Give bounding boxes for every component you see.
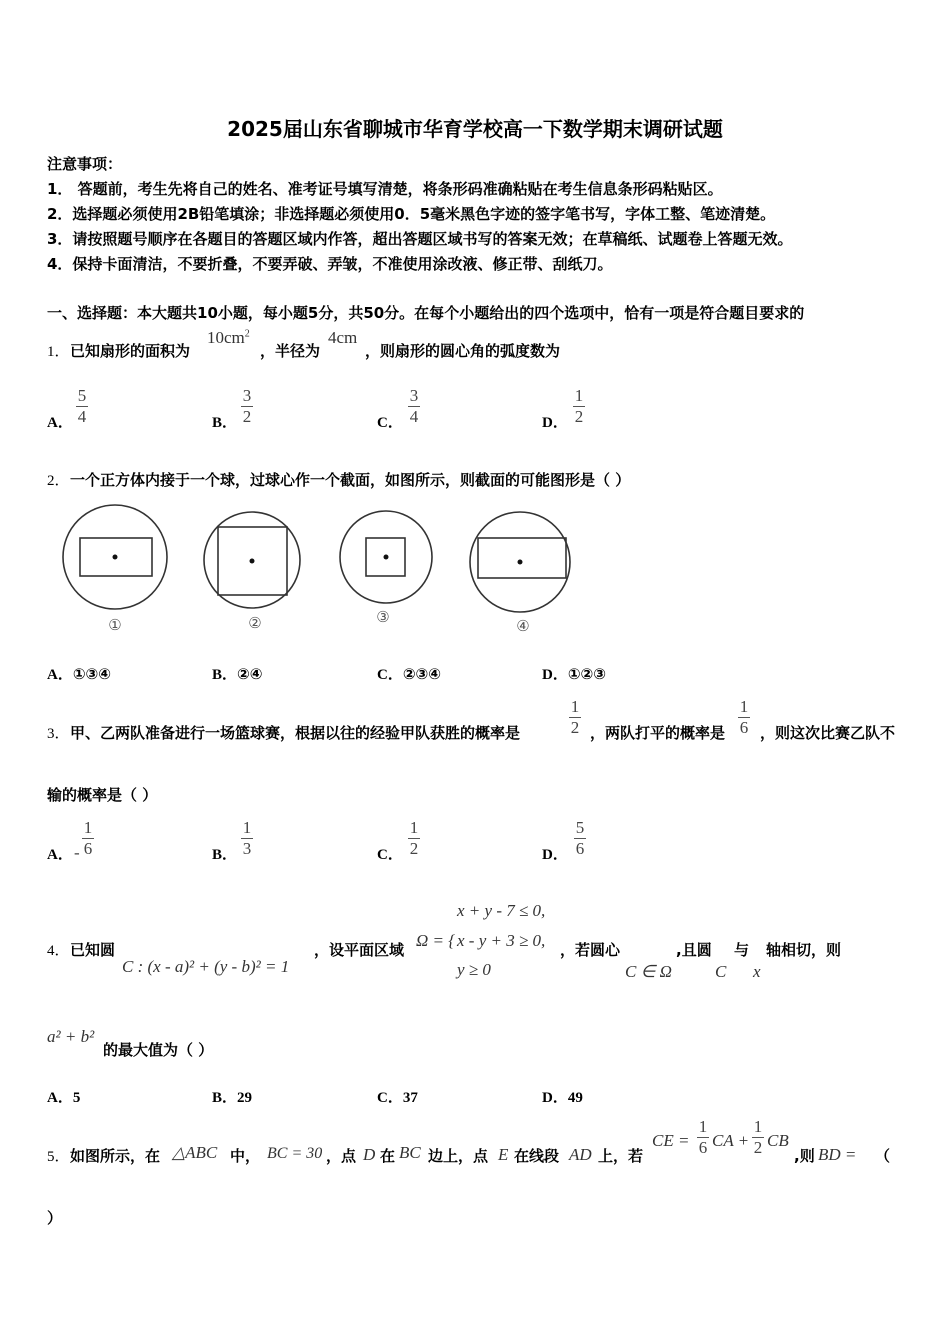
segment-ad: AD [569,1145,592,1164]
point-e: E [498,1145,509,1164]
figure-label-3: ③ [376,610,390,626]
notice-item-3: 3．请按照题号顺序在各题目的答题区域内作答，超出答题区域书写的答案无效；在草稿纸、试题卷上答题无效。 [47,230,793,248]
prob-fraction-1: 1 2 [570,697,580,737]
question-text: ，则这次比赛乙队不 [760,724,896,742]
option-c-label[interactable]: C． [377,847,403,863]
option-b-fraction: 3 2 [242,386,252,426]
option-b-label[interactable]: B． [212,415,238,431]
question-number: 5． [47,1149,70,1165]
option-c[interactable]: C．②③④ [377,665,441,683]
question-text: 如图所示，在 [70,1147,161,1165]
question-text: 在线段 [514,1147,560,1165]
question-text: ，若圆心 [560,941,621,959]
option-a[interactable]: A．①③④ [47,665,111,683]
question-text: 输的概率是（ ） [47,786,158,804]
coef-fraction-2: 1 2 [753,1117,763,1157]
coef-fraction-1: 1 6 [698,1117,708,1157]
option-d[interactable]: D．49 [542,1090,583,1106]
cross-section-figure [55,500,585,640]
notice-item-1: 1． 答题前，考生先将自己的姓名、准考证号填写清楚，将条形码准确粘贴在考生信息条形码粘贴区。 [47,180,723,198]
option-a-sign: - [74,843,80,862]
page-title: 2025届山东省聊城市华育学校高一下数学期末调研试题 [227,117,723,141]
question-text: 甲、乙两队准备进行一场篮球赛，根据以往的经验甲队获胜的概率是 [70,724,521,742]
question-number: 2． [47,473,70,489]
question-text: 已知圆 [70,941,116,959]
option-a[interactable]: A．5 [47,1090,81,1106]
option-d-label[interactable]: D． [542,847,568,863]
prob-fraction-2: 1 6 [739,697,749,737]
bc-length: BC = 30 [267,1145,323,1162]
center-dot-1 [113,555,118,560]
inequality-3: y ≥ 0 [457,960,491,979]
inequality-1: x + y - 7 ≤ 0, [457,901,546,920]
notice-item-2: 2．选择题必须使用2B铅笔填涂；非选择题必须使用0．5毫米黑色字迹的签字笔书写，字体工整、笔迹清楚。 [47,205,776,223]
option-a-fraction: 1 6 [83,818,93,858]
option-c-fraction: 3 4 [409,386,419,426]
option-d-label[interactable]: D． [542,415,568,431]
question-text: 在 [380,1147,396,1165]
option-c-label[interactable]: C． [377,415,403,431]
segment-bc: BC [399,1143,421,1162]
figure-label-2: ② [248,616,262,632]
option-b[interactable]: B．29 [212,1090,253,1106]
option-b-label[interactable]: B． [212,847,238,863]
option-d[interactable]: D．①②③ [542,665,606,683]
option-d-fraction: 5 6 [575,818,585,858]
question-text: ，半径为 [260,342,321,360]
question-text: 已知扇形的面积为 [70,342,191,360]
option-c-fraction: 1 2 [409,818,419,858]
question-text: 一个正方体内接于一个球，过球心作一个截面，如图所示，则截面的可能图形是（ ） [70,471,631,489]
vector-cb: CB [767,1131,789,1150]
question-text: ，两队打平的概率是 [590,724,726,742]
inequality-2: x - y + 3 ≥ 0, [457,931,546,950]
area-value: $10cm^2$ [207,328,250,347]
question-number: 4． [47,943,70,959]
question-text: 边上，点 [428,1147,489,1165]
option-a-label[interactable]: A． [47,415,73,431]
expression-a2-b2: a² + b² [47,1027,95,1046]
question-text: （ [875,1147,891,1165]
vector-ce: CE = [652,1131,690,1150]
circle-c: C [715,962,727,981]
notice-item-4: 4．保持卡面清洁，不要折叠，不要弄破、弄皱，不准使用涂改液、修正带、刮纸刀。 [47,255,613,273]
center-dot-3 [384,555,389,560]
question-text: ,则 [794,1147,815,1165]
rectangle-section-4 [478,538,566,578]
question-text: 轴相切，则 [766,941,842,959]
question-text: ，设平面区域 [314,941,405,959]
figure-label-1: ① [108,618,122,634]
question-text: ,且圆 [676,941,712,959]
condition-c-in-omega: C ∈ Ω [625,962,672,981]
figure-label-4: ④ [516,619,530,635]
question-text: ） [47,1209,63,1227]
option-c[interactable]: C．37 [377,1090,418,1106]
center-dot-4 [518,560,523,565]
option-b[interactable]: B．②④ [212,665,263,683]
question-number: 3． [47,726,70,742]
vector-ca: CA + [712,1131,750,1150]
option-b-fraction: 1 3 [242,818,252,858]
question-text: 的最大值为（ ） [103,1041,214,1059]
region-omega: Ω = { [416,931,456,950]
radius-value: 4cm [328,328,358,347]
section-heading: 一、选择题：本大题共10小题，每小题5分，共50分。在每个小题给出的四个选项中，恰有一项是符合题目要求的 [47,304,805,322]
question-text: 上，若 [598,1147,644,1165]
center-dot-2 [250,559,255,564]
option-a-fraction: 5 4 [77,386,87,426]
question-text: ，则扇形的圆心角的弧度数为 [365,342,561,360]
circle-equation: C : (x - a)² + (y - b)² = 1 [122,957,290,976]
triangle-abc: △ABC [172,1143,218,1162]
question-text: 中， [230,1147,261,1165]
option-d-fraction: 1 2 [574,386,584,426]
question-text: 与 [734,941,750,959]
bd-expression: BD = [818,1145,857,1164]
notice-heading: 注意事项： [47,155,123,173]
point-d: D [363,1145,376,1164]
question-number: 1． [47,344,70,360]
question-text: ，点 [326,1147,357,1165]
axis-x: x [753,962,761,981]
option-a-label[interactable]: A． [47,847,73,863]
